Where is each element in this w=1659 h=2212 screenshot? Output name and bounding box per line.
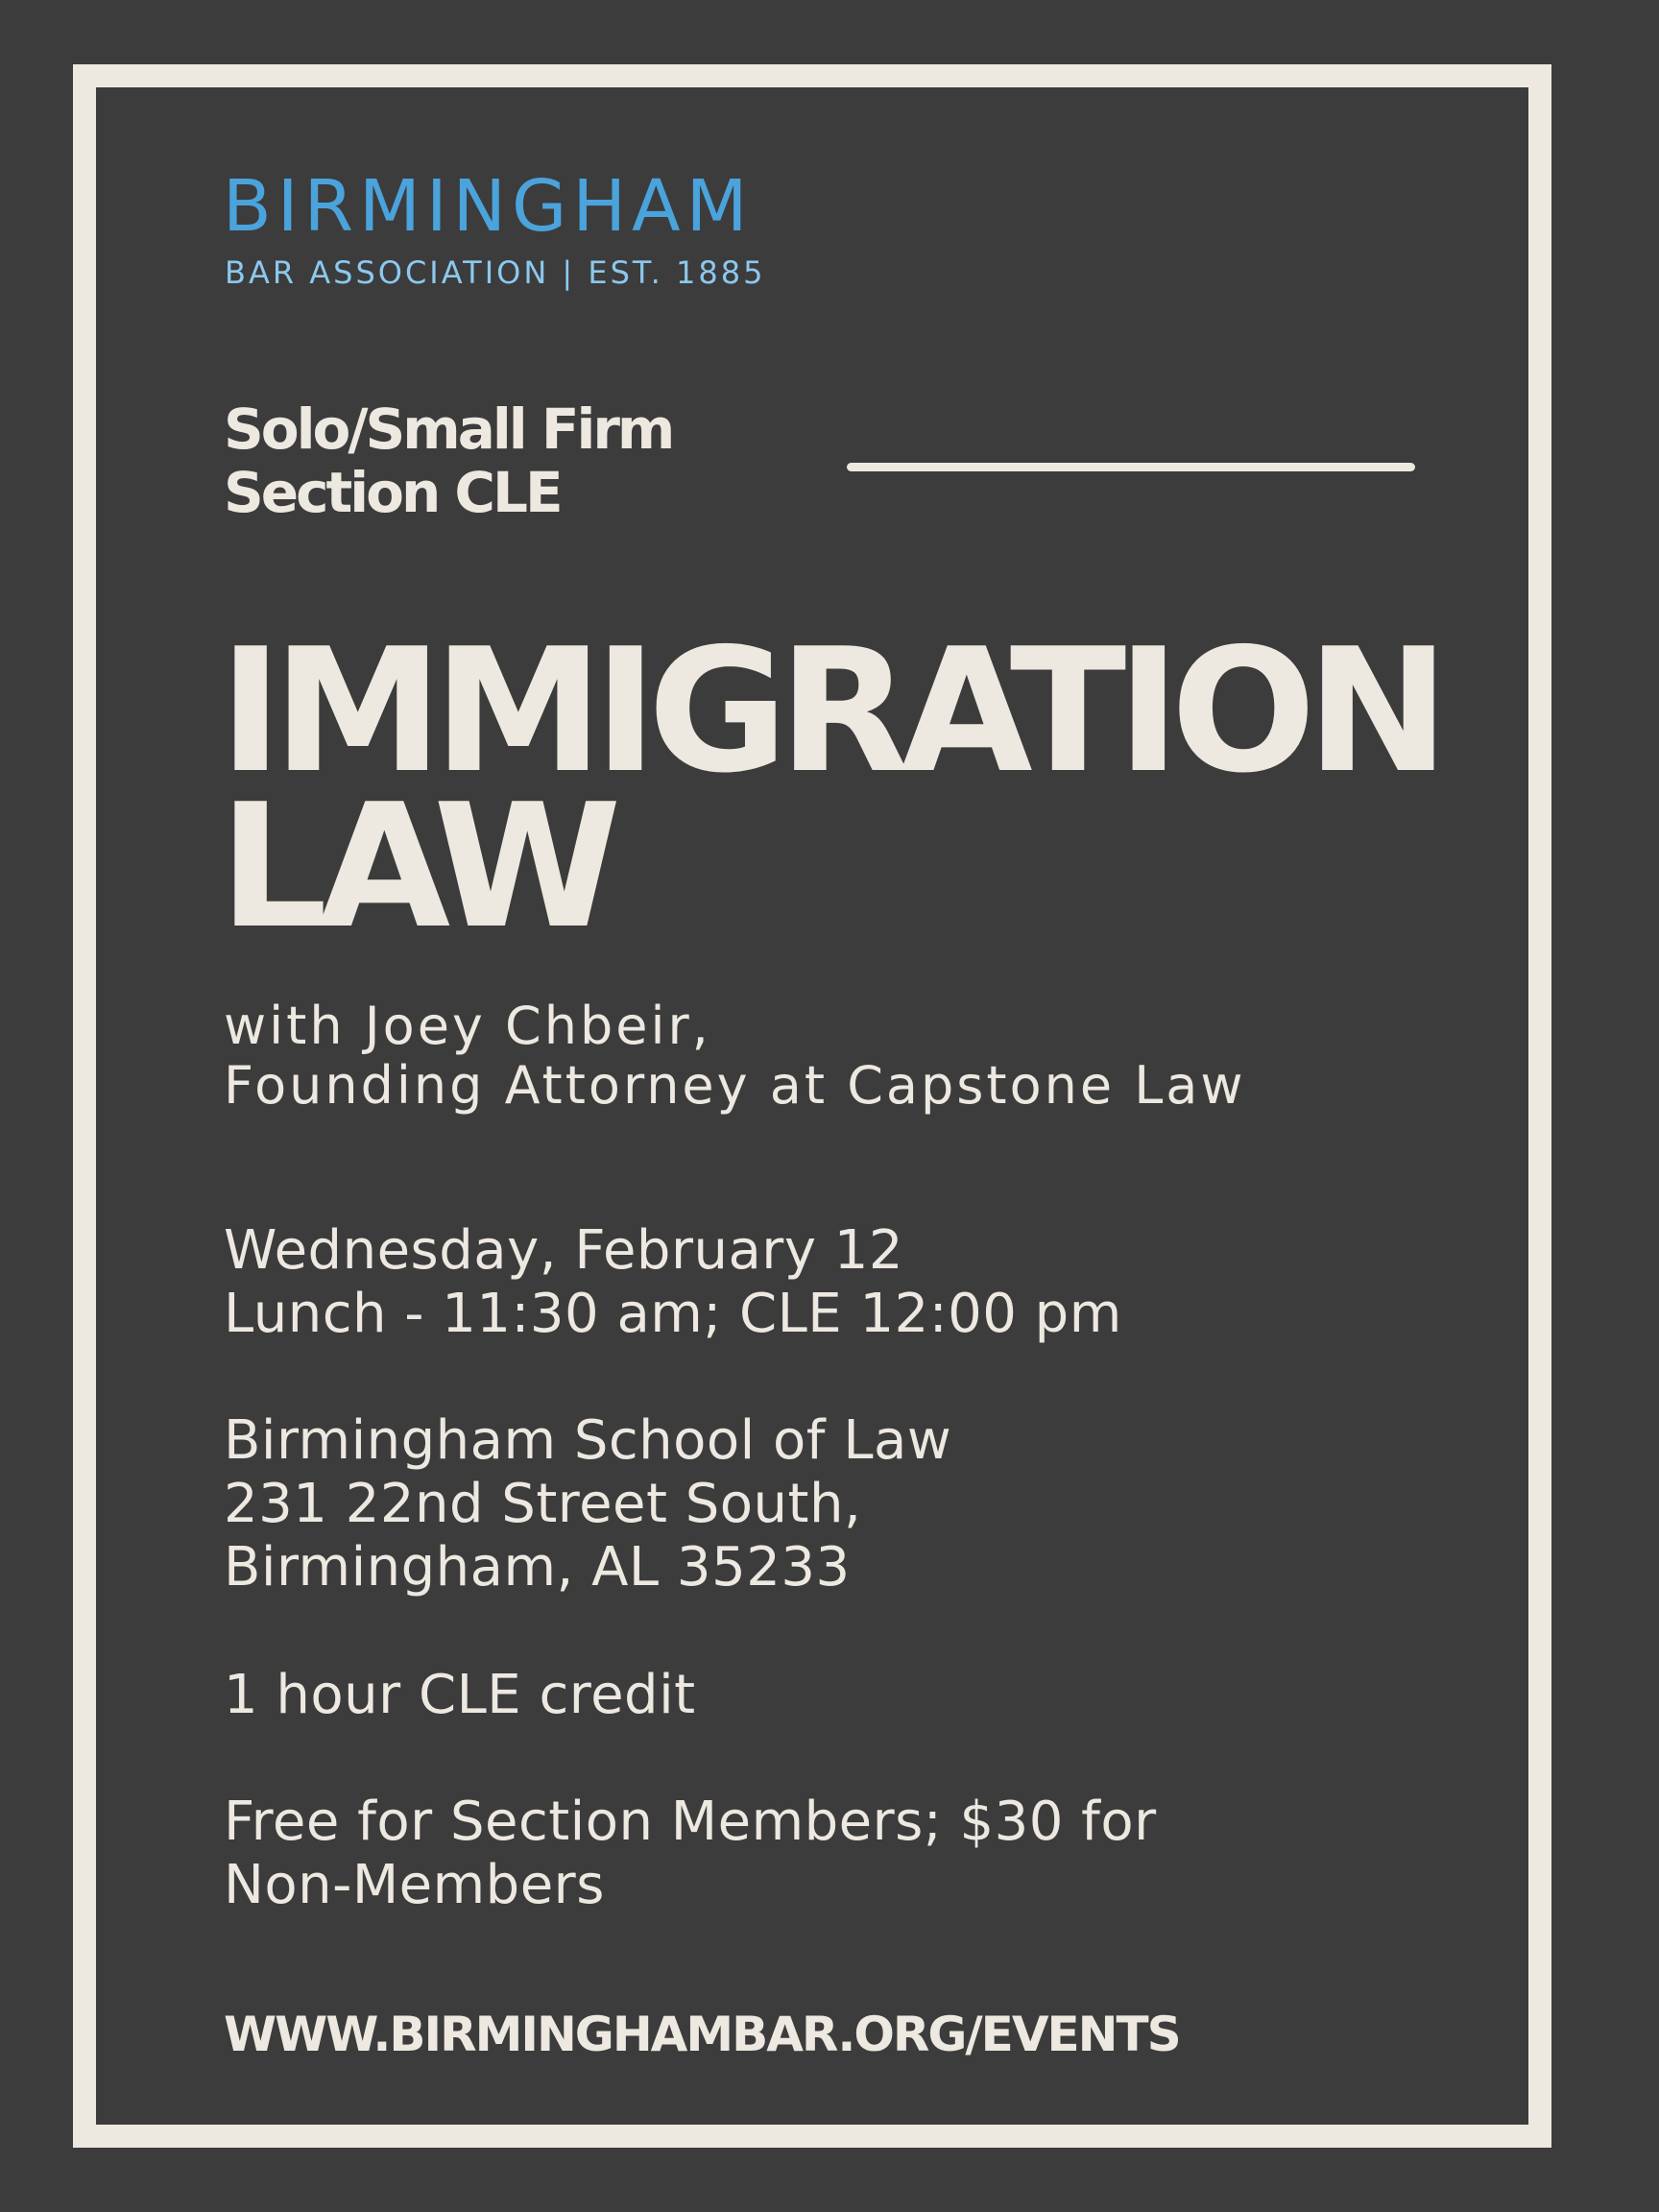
speaker-info <box>224 997 1246 1116</box>
event-datetime <box>224 1219 1122 1346</box>
event-pricing <box>224 1791 1157 1917</box>
headline-line-2: LAW <box>219 767 613 966</box>
speaker-line-1: with Joey Chbeir, <box>224 996 711 1056</box>
section-title-line-2: Section CLE <box>224 460 561 525</box>
venue-city: Birmingham, AL 35233 <box>224 1536 851 1599</box>
speaker-line-2: Founding Attorney at Capstone Law <box>224 1055 1246 1116</box>
logo-wordmark: BIRMINGHAM <box>223 165 754 248</box>
venue-street: 231 22nd Street South, <box>224 1473 862 1535</box>
event-headline <box>219 612 1440 966</box>
event-time: Lunch - 11:30 am; CLE 12:00 pm <box>224 1283 1122 1345</box>
venue-name: Birmingham School of Law <box>224 1409 952 1472</box>
section-title-line-1: Solo/Small Firm <box>224 397 673 462</box>
event-date: Wednesday, February 12 <box>224 1219 904 1282</box>
section-title <box>224 397 672 524</box>
events-url[interactable]: WWW.BIRMINGHAMBAR.ORG/EVENTS <box>224 2007 1180 2062</box>
headline-line-1: IMMIGRATION <box>219 612 1440 810</box>
event-location <box>224 1409 951 1599</box>
logo-tagline: BAR ASSOCIATION | EST. 1885 <box>225 254 766 291</box>
divider-rule <box>847 463 1415 471</box>
cle-credit: 1 hour CLE credit <box>224 1664 696 1726</box>
price-line-1: Free for Section Members; $30 for <box>224 1791 1157 1853</box>
price-line-2: Non-Members <box>224 1854 605 1916</box>
